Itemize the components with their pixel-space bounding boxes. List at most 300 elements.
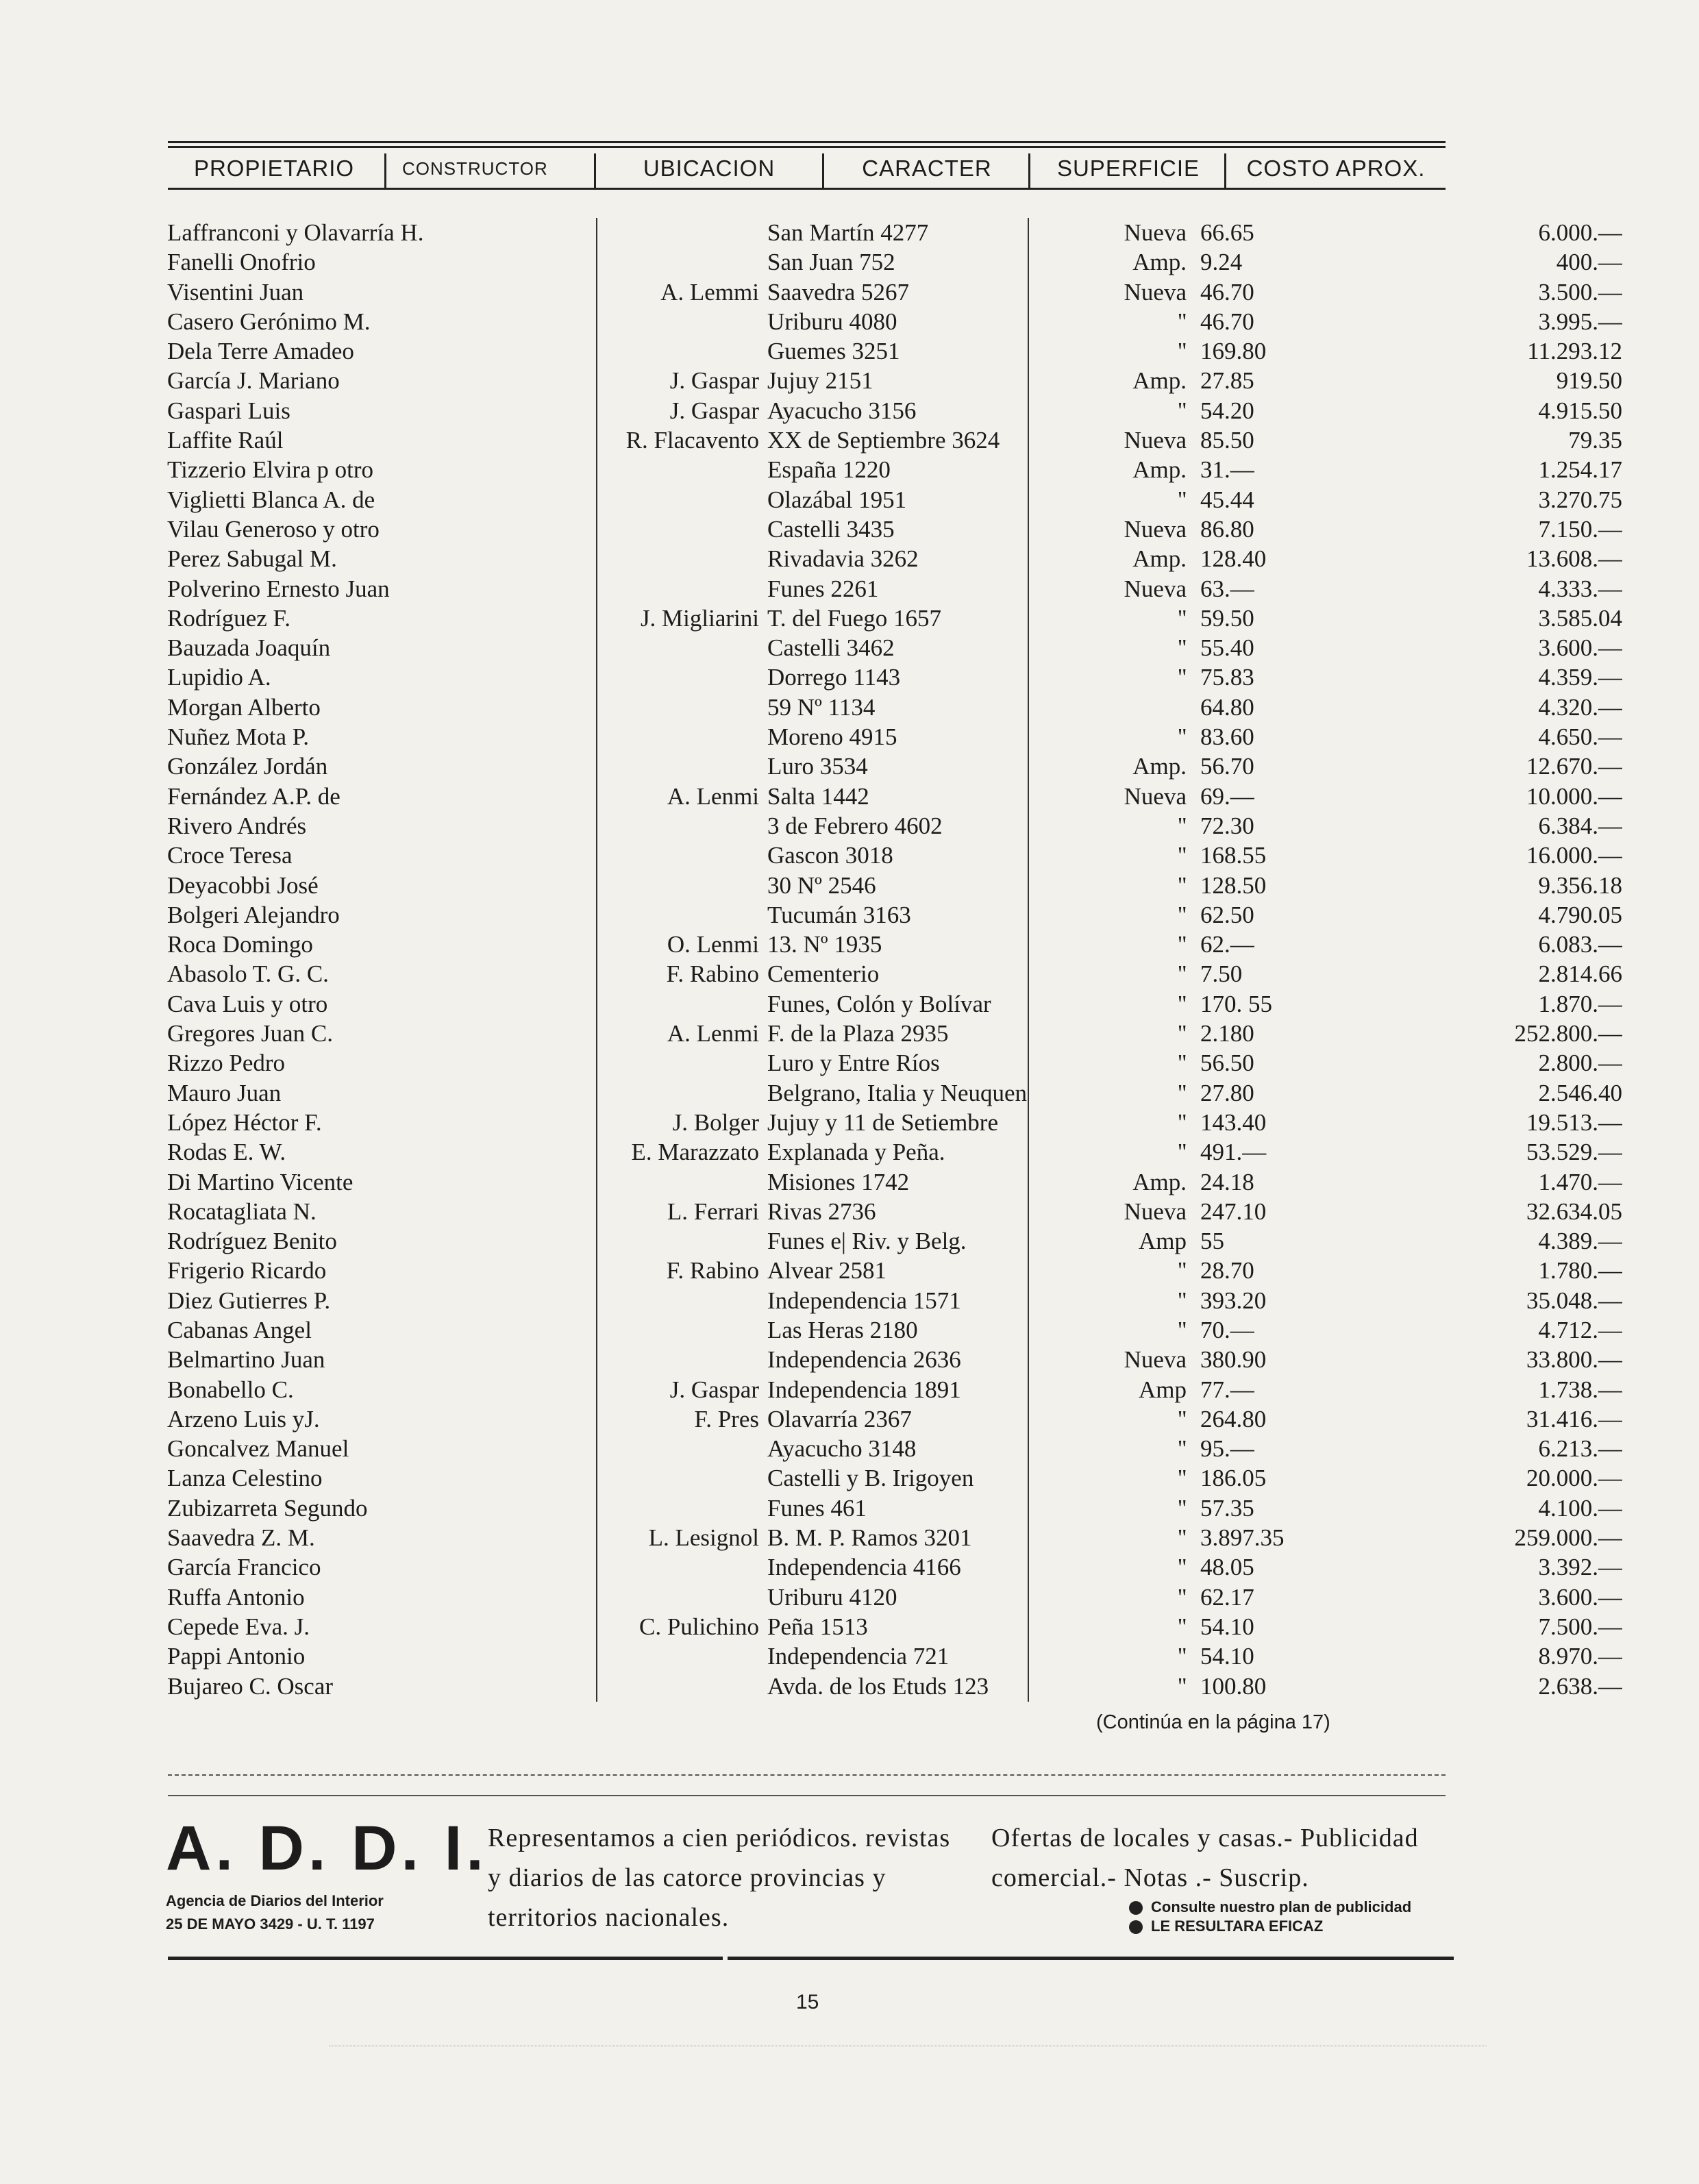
table-row [164,633,1622,662]
consult-box [1129,1898,1411,1936]
propietario-cell: Rodríguez F. [167,604,290,632]
ubicacion-cell: Independencia 721 [767,1643,950,1670]
superficie-cell: 85.50 [1200,427,1254,454]
caracter-cell: Nueva [1124,278,1187,306]
caracter-cell: '' [1178,1287,1187,1314]
ubicacion-cell: B. M. P. Ramos 3201 [767,1524,972,1552]
caracter-cell: '' [1178,1554,1187,1581]
table-row [164,307,1622,336]
caracter-cell: '' [1178,1435,1187,1463]
superficie-cell: 57.35 [1200,1494,1254,1522]
ubicacion-cell: Castelli 3462 [767,634,895,662]
table-row [164,1434,1622,1463]
propietario-cell: López Héctor F. [167,1108,322,1136]
superficie-cell: 9.24 [1200,249,1243,276]
superficie-cell: 264.80 [1200,1405,1267,1432]
ubicacion-cell: Jujuy y 11 de Setiembre [767,1108,998,1136]
ubicacion-cell: Independencia 1571 [767,1287,961,1314]
propietario-cell: Di Martino Vicente [167,1168,354,1195]
propietario-cell: Morgan Alberto [167,693,321,721]
caracter-cell: '' [1178,1494,1187,1522]
table-row [164,693,1622,722]
superficie-cell: 70.— [1200,1316,1254,1343]
ubicacion-cell: 59 Nº 1134 [767,693,876,721]
header-superficie: SUPERFICIE [1056,156,1200,181]
propietario-cell: Rodas E. W. [167,1139,286,1166]
addi-subtitle-line2: 25 DE MAYO 3429 - U. T. 1197 [166,1915,375,1933]
table-row [164,1108,1622,1137]
propietario-cell: Rodríguez Benito [167,1228,337,1255]
ad-text-right: Ofertas de locales y casas.- Publicidad comercial.- Notas .- Suscrip. [991,1824,1419,1892]
superficie-cell: 380.90 [1200,1346,1267,1374]
table-row [164,1226,1622,1256]
table-row [164,247,1622,277]
table-row [164,336,1622,366]
costo-cell: 4.790.05 [1538,901,1622,928]
constructor-cell: J. Gaspar [669,367,759,395]
caracter-cell: '' [1178,960,1187,988]
propietario-cell: Abasolo T. G. C. [167,960,329,988]
superficie-cell: 170. 55 [1200,990,1272,1017]
costo-cell: 20.000.— [1526,1465,1622,1492]
caracter-cell: '' [1178,1108,1187,1136]
propietario-cell: García J. Mariano [167,367,340,395]
table-row [164,1315,1622,1345]
table-row [164,752,1622,781]
propietario-cell: Viglietti Blanca A. de [167,486,375,513]
caracter-cell: '' [1178,1257,1187,1285]
table-row [164,574,1622,604]
costo-cell: 11.293.12 [1527,338,1622,365]
caracter-cell: '' [1178,842,1187,869]
constructor-cell: R. Flacavento [625,427,759,454]
header-separator [384,153,386,188]
constructor-cell: E. Marazzato [631,1139,759,1166]
ubicacion-cell: Jujuy 2151 [767,367,873,395]
caracter-cell: Amp. [1132,249,1187,276]
costo-cell: 252.800.— [1514,1020,1622,1047]
propietario-cell: Pappi Antonio [167,1643,306,1670]
propietario-cell: Casero Gerónimo M. [167,308,371,335]
constructor-cell: J. Gaspar [669,397,759,424]
propietario-cell: Belmartino Juan [167,1346,325,1374]
propietario-cell: Cepede Eva. J. [167,1613,310,1640]
superficie-cell: 54.20 [1200,397,1254,424]
caracter-cell: '' [1178,812,1187,839]
table-row [164,959,1622,989]
ubicacion-cell: Luro y Entre Ríos [767,1050,940,1077]
superficie-cell: 27.85 [1200,367,1254,395]
costo-cell: 4.389.— [1538,1228,1622,1255]
costo-cell: 3.392.— [1538,1554,1622,1581]
consult-text1: Consulte nuestro plan de publicidad [1151,1898,1412,1915]
costo-cell: 919.50 [1556,367,1622,395]
ubicacion-cell: Funes 2261 [767,575,879,602]
caracter-cell: Amp. [1132,367,1187,395]
table-row [164,455,1622,484]
costo-cell: 400.— [1556,249,1622,276]
footer-thick-rule-left [168,1957,723,1960]
propietario-cell: Nuñez Mota P. [167,723,310,751]
table-row [164,485,1622,514]
caracter-cell: '' [1178,901,1187,928]
superficie-cell: 64.80 [1200,693,1254,721]
header-costo: COSTO APROX. [1246,156,1426,181]
costo-cell: 1.780.— [1538,1257,1622,1285]
ubicacion-cell: Cementerio [767,960,880,988]
superficie-cell: 128.40 [1200,545,1267,573]
addi-subtitle [166,1889,440,1936]
ubicacion-cell: Independencia 2636 [767,1346,961,1374]
caracter-cell: '' [1178,1405,1187,1432]
caracter-cell: Amp [1139,1376,1187,1403]
superficie-cell: 54.10 [1200,1613,1254,1640]
propietario-cell: Cabanas Angel [167,1316,312,1343]
table-row [164,930,1622,959]
ubicacion-cell: Moreno 4915 [767,723,897,751]
costo-cell: 4.359.— [1538,664,1622,691]
caracter-cell: '' [1178,634,1187,662]
table-row [164,989,1622,1019]
costo-cell: 6.384.— [1538,812,1622,839]
ubicacion-cell: San Juan 752 [767,249,895,276]
caracter-cell: '' [1178,604,1187,632]
propietario-cell: Zubizarreta Segundo [167,1494,368,1522]
ubicacion-cell: 13. Nº 1935 [767,931,882,958]
costo-cell: 2.800.— [1538,1050,1622,1077]
superficie-cell: 95.— [1200,1435,1254,1463]
constructor-cell: F. Rabino [666,960,759,988]
constructor-cell: J. Gaspar [669,1376,759,1403]
bullet-icon [1129,1901,1143,1915]
costo-cell: 8.970.— [1538,1643,1622,1670]
superficie-cell: 491.— [1200,1139,1267,1166]
ubicacion-cell: Avda. de los Etuds 123 [767,1672,989,1700]
table-row [164,1167,1622,1197]
consult-line2 [1129,1917,1411,1936]
superficie-cell: 143.40 [1200,1108,1267,1136]
propietario-cell: Lupidio A. [167,664,271,691]
caracter-cell: Amp. [1132,545,1187,573]
ubicacion-cell: Rivas 2736 [767,1198,876,1225]
constructor-cell: J. Bolger [672,1108,759,1136]
costo-cell: 3.600.— [1538,1583,1622,1611]
propietario-cell: Dela Terre Amadeo [167,338,354,365]
superficie-cell: 55 [1200,1228,1224,1255]
propietario-cell: Rivero Andrés [167,812,307,839]
table-row [164,782,1622,811]
table-row [164,544,1622,573]
table-row [164,514,1622,544]
table-row [164,1078,1622,1108]
caracter-cell: '' [1178,1524,1187,1552]
costo-cell: 3.585.04 [1538,604,1622,632]
ubicacion-cell: Explanada y Peña. [767,1139,945,1166]
table-row [164,1672,1622,1701]
constructor-cell: F. Rabino [666,1257,759,1285]
superficie-cell: 62.17 [1200,1583,1254,1611]
bullet-icon [1129,1920,1143,1934]
constructor-cell: L. Lesignol [648,1524,759,1552]
ubicacion-cell: Olavarría 2367 [767,1405,912,1432]
ubicacion-cell: 3 de Febrero 4602 [767,812,943,839]
caracter-cell: '' [1178,931,1187,958]
superficie-cell: 54.10 [1200,1643,1254,1670]
superficie-cell: 63.— [1200,575,1254,602]
costo-cell: 4.712.— [1538,1316,1622,1343]
superficie-cell: 66.65 [1200,219,1254,246]
caracter-cell: Nueva [1124,1198,1187,1225]
ubicacion-cell: Peña 1513 [767,1613,868,1640]
footer-divider [168,1774,1446,1776]
header-ubicacion: UBICACION [643,156,776,181]
caracter-cell: Nueva [1124,515,1187,543]
propietario-cell: Lanza Celestino [167,1465,323,1492]
superficie-cell: 62.— [1200,931,1254,958]
caracter-cell: Nueva [1124,782,1187,810]
table-row [164,218,1622,247]
caracter-cell: Nueva [1124,219,1187,246]
ubicacion-cell: Uriburu 4080 [767,308,897,335]
propietario-cell: González Jordán [167,753,328,780]
caracter-cell: '' [1178,1020,1187,1047]
caracter-cell: '' [1178,308,1187,335]
costo-cell: 3.270.75 [1538,486,1622,513]
caracter-cell: '' [1178,1465,1187,1492]
costo-cell: 9.356.18 [1538,871,1622,899]
superficie-cell: 62.50 [1200,901,1254,928]
propietario-cell: Saavedra Z. M. [167,1524,315,1552]
header-top-rule-2 [168,146,1446,148]
costo-cell: 1.738.— [1538,1376,1622,1403]
caracter-cell: Nueva [1124,575,1187,602]
table-row [164,1612,1622,1641]
costo-cell: 79.35 [1568,427,1622,454]
table-row [164,1197,1622,1226]
costo-cell: 4.915.50 [1538,397,1622,424]
constructor-cell: A. Lenmi [667,1020,759,1047]
table-row [164,1641,1622,1671]
propietario-cell: Bauzada Joaquín [167,634,331,662]
ubicacion-cell: XX de Septiembre 3624 [767,427,1000,454]
superficie-cell: 75.83 [1200,664,1254,691]
superficie-cell: 100.80 [1200,1672,1267,1700]
caracter-cell: '' [1178,1613,1187,1640]
superficie-cell: 28.70 [1200,1257,1254,1285]
costo-cell: 4.333.— [1538,575,1622,602]
propietario-cell: Gaspari Luis [167,397,290,424]
addi-logo-title: A. D. D. I. [166,1813,488,1883]
header-propietario: PROPIETARIO [193,156,355,181]
costo-cell: 16.000.— [1526,842,1622,869]
propietario-cell: Deyacobbi José [167,871,319,899]
ubicacion-cell: Gascon 3018 [767,842,893,869]
ubicacion-cell: Luro 3534 [767,753,868,780]
propietario-cell: Tizzerio Elvira p otro [167,456,374,484]
propietario-cell: Bonabello C. [167,1376,294,1403]
ubicacion-cell: Uriburu 4120 [767,1583,897,1611]
constructor-cell: A. Lemmi [660,278,759,306]
costo-cell: 3.500.— [1538,278,1622,306]
consult-line1 [1129,1898,1411,1917]
footer-divider-2 [168,1795,1446,1796]
costo-cell: 10.000.— [1526,782,1622,810]
table-row [164,1375,1622,1404]
caracter-cell: '' [1178,664,1187,691]
propietario-cell: Fanelli Onofrio [167,249,316,276]
ubicacion-cell: Funes 461 [767,1494,867,1522]
propietario-cell: Rocatagliata N. [167,1198,317,1225]
superficie-cell: 55.40 [1200,634,1254,662]
table-row [164,1523,1622,1552]
ubicacion-cell: Dorrego 1143 [767,664,901,691]
ubicacion-cell: 30 Nº 2546 [767,871,876,899]
propietario-cell: Frigerio Ricardo [167,1257,327,1285]
propietario-cell: Bolgeri Alejandro [167,901,340,928]
ubicacion-cell: Independencia 1891 [767,1376,961,1403]
caracter-cell: '' [1178,871,1187,899]
propietario-cell: García Francico [167,1554,321,1581]
table-row [164,662,1622,692]
caracter-cell: '' [1178,1079,1187,1106]
constructor-cell: J. Migliarini [640,604,759,632]
costo-cell: 33.800.— [1526,1346,1622,1374]
costo-cell: 1.870.— [1538,990,1622,1017]
caracter-cell: Nueva [1124,427,1187,454]
ubicacion-cell: Ayacucho 3156 [767,397,917,424]
propietario-cell: Croce Teresa [167,842,293,869]
table-row [164,604,1622,633]
caracter-cell: '' [1178,1316,1187,1343]
ubicacion-cell: Las Heras 2180 [767,1316,918,1343]
ubicacion-cell: España 1220 [767,456,891,484]
caracter-cell: Nueva [1124,1346,1187,1374]
table-row [164,871,1622,900]
table-row [164,425,1622,455]
costo-cell: 32.634.05 [1526,1198,1622,1225]
superficie-cell: 48.05 [1200,1554,1254,1581]
costo-cell: 53.529.— [1526,1139,1622,1166]
caracter-cell: '' [1178,1672,1187,1700]
table-row [164,1552,1622,1582]
costo-cell: 7.500.— [1538,1613,1622,1640]
propietario-cell: Mauro Juan [167,1079,282,1106]
table-row [164,277,1622,307]
propietario-cell: Laffranconi y Olavarría H. [167,219,424,246]
costo-cell: 31.416.— [1526,1405,1622,1432]
ubicacion-cell: Alvear 2581 [767,1257,886,1285]
table-row [164,1345,1622,1374]
costo-cell: 19.513.— [1526,1108,1622,1136]
table-row [164,1493,1622,1523]
superficie-cell: 186.05 [1200,1465,1267,1492]
propietario-cell: Diez Gutierres P. [167,1287,331,1314]
ubicacion-cell: Saavedra 5267 [767,278,910,306]
caracter-cell: '' [1178,486,1187,513]
superficie-cell: 7.50 [1200,960,1243,988]
caracter-cell: Amp. [1132,456,1187,484]
superficie-cell: 27.80 [1200,1079,1254,1106]
table-row [164,1048,1622,1078]
ubicacion-cell: Funes e| Riv. y Belg. [767,1228,967,1255]
constructor-cell: F. Pres [694,1405,759,1432]
superficie-cell: 46.70 [1200,278,1254,306]
superficie-cell: 59.50 [1200,604,1254,632]
propietario-cell: Roca Domingo [167,931,313,958]
ubicacion-cell: San Martín 4277 [767,219,929,246]
costo-cell: 259.000.— [1514,1524,1622,1552]
ubicacion-cell: Rivadavia 3262 [767,545,919,573]
addi-subtitle-line1: Agencia de Diarios del Interior [166,1892,384,1909]
costo-cell: 35.048.— [1526,1287,1622,1314]
costo-cell: 4.100.— [1538,1494,1622,1522]
page-number: 15 [796,1991,819,2013]
superficie-cell: 247.10 [1200,1198,1267,1225]
constructor-cell: O. Lenmi [667,931,759,958]
costo-cell: 2.546.40 [1538,1079,1622,1106]
propietario-cell: Perez Sabugal M. [167,545,337,573]
propietario-cell: Visentini Juan [167,278,304,306]
caracter-cell: '' [1178,990,1187,1017]
table-row [164,366,1622,395]
costo-cell: 2.638.— [1538,1672,1622,1700]
superficie-cell: 56.70 [1200,753,1254,780]
table-row [164,1256,1622,1285]
caracter-cell: Amp. [1132,753,1187,780]
superficie-cell: 46.70 [1200,308,1254,335]
ubicacion-cell: Castelli 3435 [767,515,895,543]
propietario-cell: Goncalvez Manuel [167,1435,349,1463]
caracter-cell: Amp [1139,1228,1187,1255]
propietario-cell: Vilau Generoso y otro [167,515,380,543]
superficie-cell: 31.— [1200,456,1254,484]
ubicacion-cell: Independencia 4166 [767,1554,961,1581]
costo-cell: 1.470.— [1538,1168,1622,1195]
caracter-cell: '' [1178,723,1187,751]
ubicacion-cell: Misiones 1742 [767,1168,910,1195]
superficie-cell: 69.— [1200,782,1254,810]
propietario-cell: Cava Luis y otro [167,990,328,1017]
table-row [164,1463,1622,1493]
superficie-cell: 168.55 [1200,842,1267,869]
header-top-rule [168,141,1446,143]
ad-text-left: Representamos a cien periódicos. revistas y diarios de las catorce provincias y territorios nacionales. [488,1824,951,1932]
costo-cell: 3.600.— [1538,634,1622,662]
table-row [164,1286,1622,1315]
table-row [164,1019,1622,1048]
superficie-cell: 128.50 [1200,871,1267,899]
constructor-cell: L. Ferrari [667,1198,759,1225]
header-constructor: CONSTRUCTOR [402,158,548,179]
ubicacion-cell: Ayacucho 3148 [767,1435,917,1463]
superficie-cell: 72.30 [1200,812,1254,839]
constructor-cell: A. Lenmi [667,782,759,810]
caracter-cell: '' [1178,1643,1187,1670]
superficie-cell: 3.897.35 [1200,1524,1285,1552]
constructor-cell: C. Pulichino [638,1613,759,1640]
ubicacion-cell: Belgrano, Italia y Neuquen [767,1079,1028,1106]
superficie-cell: 393.20 [1200,1287,1267,1314]
costo-cell: 7.150.— [1538,515,1622,543]
ubicacion-cell: Funes, Colón y Bolívar [767,990,991,1017]
table-row [164,722,1622,752]
superficie-cell: 169.80 [1200,338,1267,365]
ubicacion-cell: T. del Fuego 1657 [767,604,942,632]
caracter-cell: '' [1178,1583,1187,1611]
superficie-cell: 45.44 [1200,486,1254,513]
permits-table [164,218,1622,1701]
header-caracter: CARACTER [862,156,992,181]
